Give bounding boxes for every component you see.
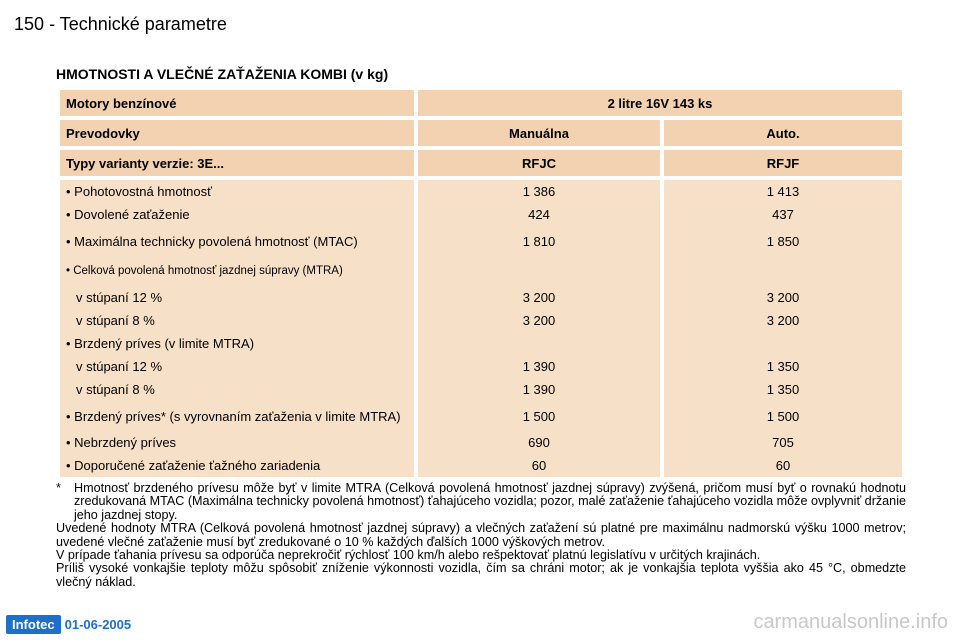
row-value-manual: 1 386 (418, 180, 660, 203)
gearbox-label: Prevodovky (60, 120, 414, 146)
row-value-auto (664, 256, 902, 286)
row-value-manual: 60 (418, 454, 660, 477)
row-value-manual: 3 200 (418, 286, 660, 309)
table-row (60, 378, 902, 401)
page-title: Technické parametre (59, 14, 227, 34)
row-label: • Nebrzdený príves (60, 431, 414, 454)
row-label: • Brzdený príves (v limite MTRA) (60, 332, 414, 355)
row-value-auto: 1 350 (664, 355, 902, 378)
variant-row (60, 150, 902, 176)
footnote-text: Hmotnosť brzdeného prívesu môže byť v limite MTRA (Celková povolená hmotnosť jazdnej súpravy) zvýšená, pričom musí byť o rovnakú hodnotu zredukovaná MTAC (Maximálna technicky povolená hmotnosť) ťahajúceho vozidla; pozor, malé zaťaženie ťahajúceho vozidla môže ovplyvniť držanie jeho jazdnej stopy. (74, 481, 906, 522)
footer (6, 615, 131, 634)
footer-date: 01-06-2005 (64, 617, 132, 632)
engine-name: 2 litre 16V 143 ks (418, 90, 902, 116)
row-value-manual: 690 (418, 431, 660, 454)
table-row (60, 309, 902, 332)
page-number: 150 (14, 14, 45, 34)
infotec-logo: Infotec (6, 615, 61, 634)
footnote-mark: * (56, 481, 61, 495)
table-row (60, 286, 902, 309)
table-row (60, 203, 902, 226)
row-value-manual: 1 810 (418, 226, 660, 256)
page-header (14, 14, 227, 35)
table-row (60, 454, 902, 477)
header-separator: - (49, 14, 56, 34)
gearbox-row (60, 120, 902, 146)
variant-label: Typy varianty verzie: 3E... (60, 150, 414, 176)
row-value-auto: 3 200 (664, 286, 902, 309)
note-paragraph: Uvedené hodnoty MTRA (Celková povolená hmotnosť jazdnej súpravy) a vlečných zaťažení sú platné pre maximálnu nadmorskú výšku 1000 metrov; uvedené vlečné zaťaženie musí byť zredukované o 10 % každých ďalších 1000 výškových metrov. (56, 521, 906, 549)
row-value-auto: 1 350 (664, 378, 902, 401)
row-value-auto: 705 (664, 431, 902, 454)
row-label: • Brzdený príves* (s vyrovnaním zaťaženia v limite MTRA) (60, 401, 414, 431)
row-value-auto: 1 500 (664, 401, 902, 431)
variant-auto: RFJF (664, 150, 902, 176)
row-label: v stúpaní 8 % (60, 378, 414, 401)
row-label: v stúpaní 12 % (60, 286, 414, 309)
row-label: • Maximálna technicky povolená hmotnosť (MTAC) (60, 226, 414, 256)
row-value-auto: 437 (664, 203, 902, 226)
row-value-manual: 1 500 (418, 401, 660, 431)
engines-label: Motory benzínové (60, 90, 414, 116)
watermark: carmanualsonline.info (753, 611, 948, 633)
row-value-manual (418, 332, 660, 355)
note-paragraph: Príliš vysoké vonkajšie teploty môžu spôsobiť zníženie výkonnosti vozidla, čím sa chráni motor; ak je vonkajšia teplota vyššia ako 45 °C, obmedzte vlečný náklad. (56, 561, 906, 589)
table-row (60, 332, 902, 355)
row-label: • Doporučené zaťaženie ťažného zariadenia (60, 454, 414, 477)
row-label: • Dovolené zaťaženie (60, 203, 414, 226)
table-row (60, 401, 902, 431)
row-value-manual: 424 (418, 203, 660, 226)
row-value-auto (664, 332, 902, 355)
row-value-manual: 1 390 (418, 378, 660, 401)
row-label: v stúpaní 8 % (60, 309, 414, 332)
row-label: v stúpaní 12 % (60, 355, 414, 378)
variant-manual: RFJC (418, 150, 660, 176)
gearbox-auto: Auto. (664, 120, 902, 146)
row-value-auto: 3 200 (664, 309, 902, 332)
table-row (60, 355, 902, 378)
row-value-auto: 1 413 (664, 180, 902, 203)
row-value-manual: 1 390 (418, 355, 660, 378)
row-value-auto: 1 850 (664, 226, 902, 256)
row-value-auto: 60 (664, 454, 902, 477)
table-row (60, 431, 902, 454)
table-row (60, 180, 902, 203)
row-label: • Celková povolená hmotnosť jazdnej súpravy (MTRA) (60, 256, 414, 286)
row-value-manual: 3 200 (418, 309, 660, 332)
engine-row (60, 90, 902, 116)
table-row (60, 256, 902, 286)
footnote (56, 482, 906, 522)
gearbox-manual: Manuálna (418, 120, 660, 146)
table-row (60, 226, 902, 256)
row-value-manual (418, 256, 660, 286)
section-title: HMOTNOSTI A VLEČNÉ ZAŤAŽENIA KOMBI (v kg) (56, 66, 389, 82)
row-label: • Pohotovostná hmotnosť (60, 180, 414, 203)
notes (56, 482, 906, 589)
note-paragraph: V prípade ťahania prívesu sa odporúča neprekročiť rýchlosť 100 km/h alebo rešpektovať platnú legislatívu v určitých krajinách. (56, 548, 761, 563)
weights-table (56, 90, 906, 477)
